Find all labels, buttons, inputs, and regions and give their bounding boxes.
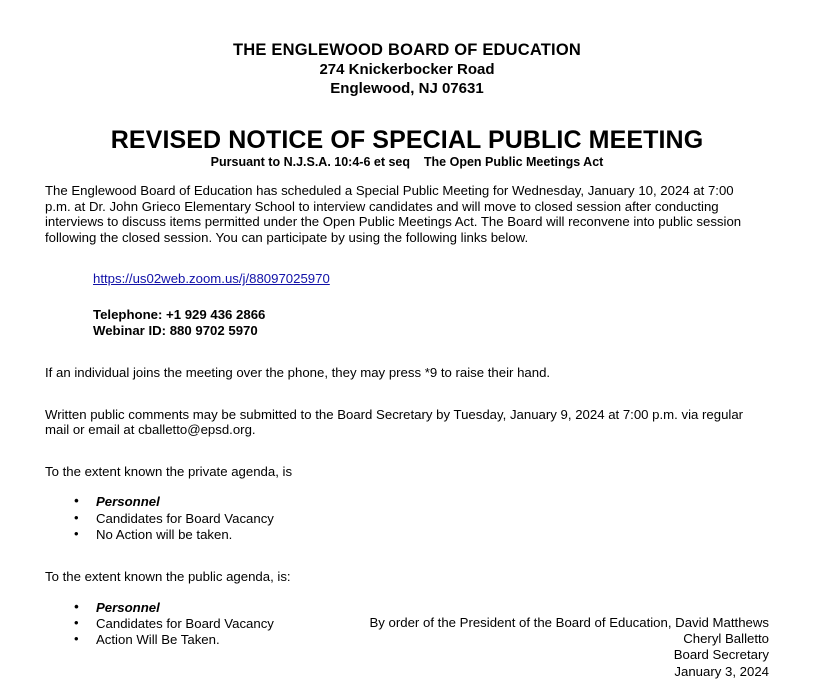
signature-line-2: Cheryl Balletto <box>683 631 769 647</box>
signature-line-3: Board Secretary <box>673 647 769 663</box>
webinar-id-line: Webinar ID: 880 9702 5970 <box>93 323 258 339</box>
phone-instructions-paragraph: If an individual joins the meeting over the phone, they may press *9 to raise their hand. <box>45 364 551 380</box>
organization-name: THE ENGLEWOOD BOARD OF EDUCATION <box>232 41 581 59</box>
address-line-2: Englewood, NJ 07631 <box>330 80 484 97</box>
intro-paragraph: The Englewood Board of Education has scheduled a Special Public Meeting for Wednesday, January 10, 2024 at 7:00 p.m. at Dr. John Grieco Elementary School to interview candidates and will move to closed session after conducting interviews to discuss items permitted under the Open Public Meetings Act. The Board will reconvene into public session following the closed session. You can participate by using the following links below. <box>45 183 742 245</box>
list-item: • Personnel <box>45 600 757 616</box>
signature-line-4: January 3, 2024 <box>674 663 769 679</box>
document-body <box>45 183 757 648</box>
list-item: • Candidates for Board Vacancy <box>45 511 757 527</box>
signature-block <box>0 615 769 680</box>
zoom-meeting-link[interactable]: https://us02web.zoom.us/j/88097025970 <box>93 271 330 287</box>
address-line-1: 274 Knickerbocker Road <box>319 61 495 78</box>
page-subtitle: Pursuant to N.J.S.A. 10:4-6 et seq The Open Public Meetings Act <box>210 155 604 169</box>
list-item: • Action Will Be Taken. <box>45 632 757 648</box>
list-item: • Candidates for Board Vacancy <box>45 616 757 632</box>
list-item: • No Action will be taken. <box>45 527 757 543</box>
list-item: • Personnel <box>45 494 757 510</box>
private-agenda-heading: To the extent known the private agenda, is <box>45 463 293 479</box>
letterhead <box>0 41 814 98</box>
telephone-line: Telephone: +1 929 436 2866 <box>93 307 266 323</box>
signature-line-1: By order of the President of the Board of Education, David Matthews <box>369 615 769 630</box>
public-agenda-heading: To the extent known the public agenda, is: <box>45 568 291 584</box>
private-agenda-list <box>45 494 757 543</box>
meeting-link-row <box>93 271 757 287</box>
title-block <box>0 127 814 170</box>
page-title: REVISED NOTICE OF SPECIAL PUBLIC MEETING <box>110 126 704 154</box>
written-comments-paragraph: Written public comments may be submitted to the Board Secretary by Tuesday, January 9, 2024 at 7:00 p.m. via regular mail or email at cballetto@epsd.org. <box>45 406 744 438</box>
